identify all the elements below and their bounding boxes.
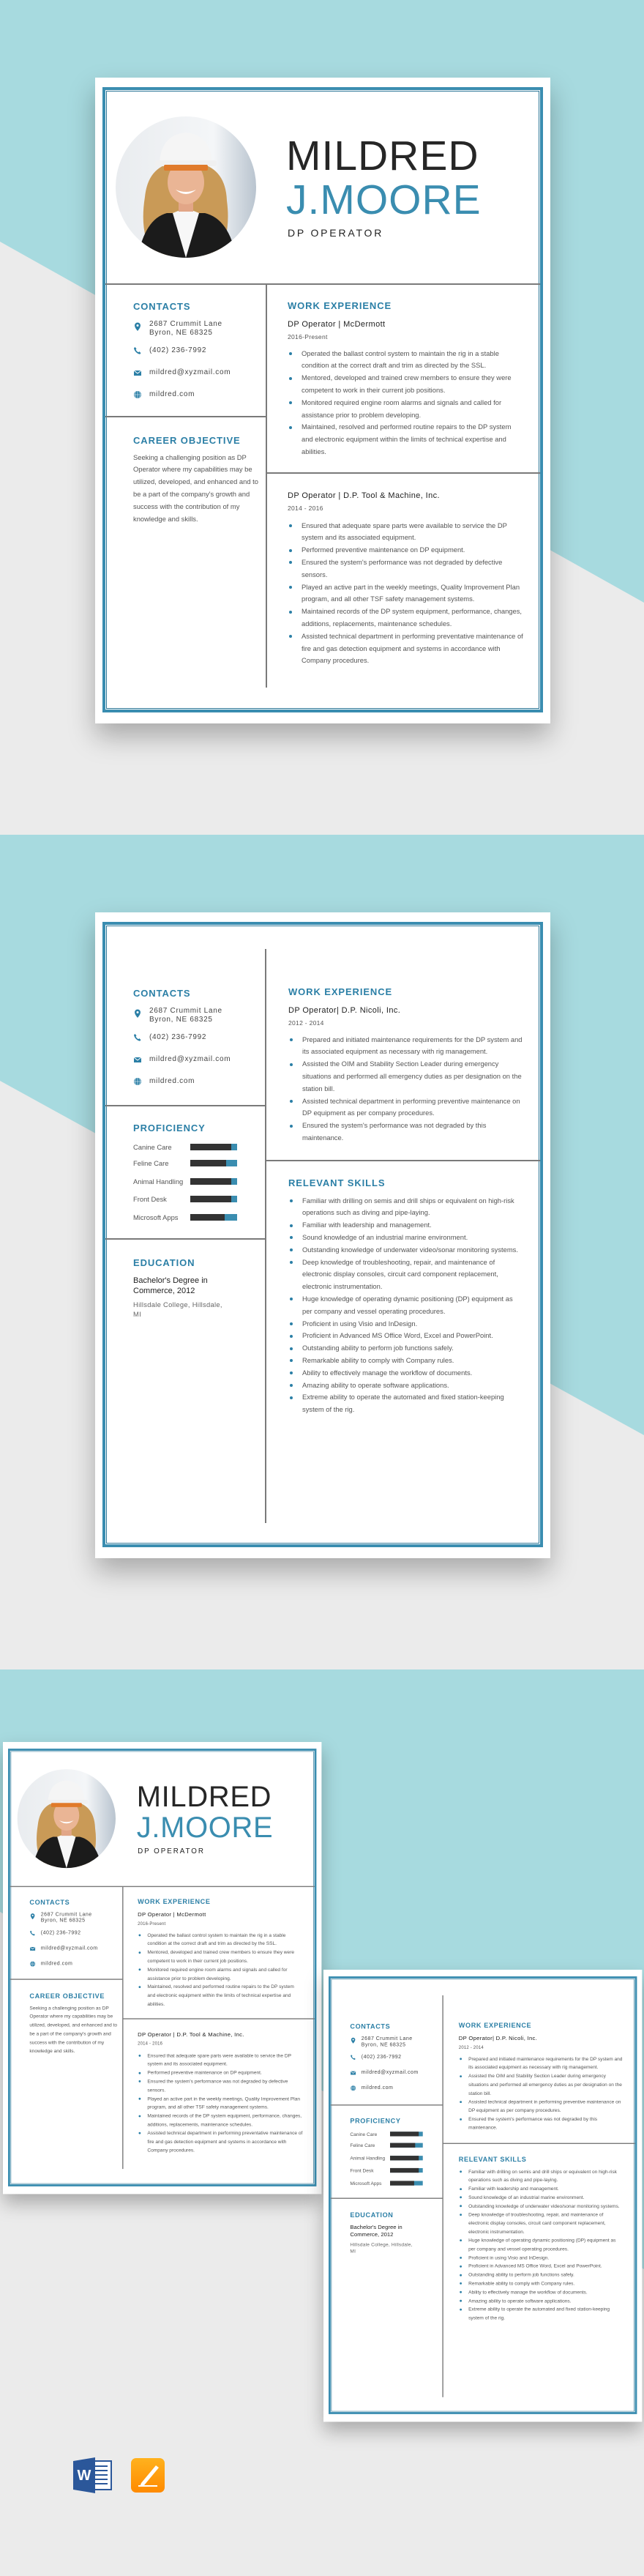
job-entry-title: DP Operator | D.P. Tool & Machine, Inc. xyxy=(138,2031,244,2038)
proficiency-bar-fill xyxy=(190,1196,231,1202)
list-item: Huge knowledge of operating dynamic positioning (DP) equipment as per company and vessel operating procedures. xyxy=(459,2236,624,2254)
globe-icon xyxy=(133,1077,142,1086)
first-name: MILDRED xyxy=(286,133,479,179)
list-item: Maintained records of the DP system equipment, performance, changes, additions, replacements, maintenance schedules. xyxy=(138,2112,302,2129)
last-name: J.MOORE xyxy=(286,176,482,223)
section-heading: WORK EXPERIENCE xyxy=(138,1897,211,1906)
right-section-divider xyxy=(123,2018,315,2019)
proficiency-bar xyxy=(390,2143,423,2148)
envelope-icon xyxy=(29,1946,35,1951)
list-item: Ensured the system's performance was not degraded by this maintenance. xyxy=(288,1120,524,1144)
section-heading: WORK EXPERIENCE xyxy=(458,2021,532,2030)
job-entry-title: DP Operator | McDermott xyxy=(138,1911,206,1918)
list-item: Proficient in Advanced MS Office Word, Excel and PowerPoint. xyxy=(288,1330,524,1342)
right-section-divider xyxy=(443,2143,635,2144)
section-heading: EDUCATION xyxy=(350,2211,394,2219)
proficiency-item xyxy=(350,2167,452,2175)
list-item: Outstanding knowledge of underwater video/sonar monitoring systems. xyxy=(288,1244,524,1257)
left-section-divider xyxy=(331,2198,443,2199)
section-heading: RELEVANT SKILLS xyxy=(288,1177,386,1188)
column-divider xyxy=(266,284,267,688)
list-item: Maintained, resolved and performed routine repairs to the DP system and electronic equipment within the limits of technical expertise and abilities. xyxy=(138,1983,302,2009)
list-item: Ensured the system's performance was not degraded by defective sensors. xyxy=(138,2077,302,2095)
proficiency-item xyxy=(350,2154,452,2162)
section-heading: WORK EXPERIENCE xyxy=(288,986,393,997)
section-heading: CONTACTS xyxy=(350,2022,391,2030)
job-entry-dates: 2012 - 2014 xyxy=(288,1019,324,1027)
list-item: Huge knowledge of operating dynamic positioning (DP) equipment as per company and vessel operating procedures. xyxy=(288,1293,524,1318)
right-section-divider xyxy=(266,472,540,474)
contact-address-text: 2687 Crummit Lane xyxy=(149,1007,222,1015)
proficiency-label: Front Desk xyxy=(350,2167,374,2173)
phone-icon xyxy=(29,1930,35,1936)
proficiency-item xyxy=(350,2130,452,2138)
list-item: Extreme ability to operate the automated and fixed station-keeping system of the rig. xyxy=(459,2305,624,2323)
list-item: Familiar with leadership and management. xyxy=(459,2184,624,2193)
list-item: Proficient in Advanced MS Office Word, Excel and PowerPoint. xyxy=(459,2262,624,2271)
map-pin-icon xyxy=(350,2037,356,2043)
list-item: Assisted technical department in performing preventive maintenance on DP equipment as per company procedures. xyxy=(288,1095,524,1120)
list-item: Amazing ability to operate software applications. xyxy=(288,1380,524,1392)
list-item: Prepared and initiated maintenance requirements for the DP system and its associated equipment as necessary with rig management. xyxy=(459,2055,624,2072)
phone-icon xyxy=(350,2055,356,2061)
proficiency-bar xyxy=(390,2132,423,2136)
list-item: Assisted technical department in performing preventive maintenance on DP equipment as per company procedures. xyxy=(459,2098,624,2115)
proficiency-bar-fill xyxy=(390,2143,415,2148)
list-item: Assisted the OIM and Stability Section Leader during emergency situations and performed all emergency duties as per designation on the station bill. xyxy=(459,2071,624,2097)
proficiency-bar-fill xyxy=(190,1160,226,1166)
list-item: Familiar with drilling on semis and drill ships or equivalent on high-risk operations such as diving and pipe-laying. xyxy=(288,1195,524,1220)
left-section-divider xyxy=(331,2104,443,2105)
contact-email-text[interactable]: mildred@xyzmail.com xyxy=(149,1055,231,1063)
phone-icon xyxy=(133,346,142,355)
resume-page-2 xyxy=(95,912,550,1558)
list-item: Ensured the system's performance was not degraded by this maintenance. xyxy=(459,2115,624,2132)
proficiency-bar-fill xyxy=(390,2132,419,2136)
envelope-icon xyxy=(350,2070,356,2076)
skills-list xyxy=(288,1195,524,1416)
column-divider xyxy=(122,1886,123,2169)
word-letter: W xyxy=(77,2468,91,2484)
contact-website-text[interactable]: mildred.com xyxy=(149,390,195,398)
school: Hillsdale College, Hillsdale, MI xyxy=(133,1300,222,1318)
list-item: Performed preventive maintenance on DP equipment. xyxy=(138,2069,302,2077)
objective-text: Seeking a challenging position as DP Operator where my capabilities may be utilized, developed, and enhanced and to be a part of the company's growth and success with the contribution of my knowledge and skills. xyxy=(133,453,258,523)
list-item: Mentored, developed and trained crew members to ensure they were competent to work in their current job positions. xyxy=(138,1948,302,1966)
list-item: Outstanding ability to perform job functions safely. xyxy=(288,1342,524,1355)
list-item: Mentored, developed and trained crew members to ensure they were competent to work in their current job positions. xyxy=(288,372,523,397)
contact-phone-text: (402) 236-7992 xyxy=(361,2054,402,2061)
proficiency-label: Front Desk xyxy=(133,1195,167,1203)
proficiency-label: Feline Care xyxy=(133,1159,169,1167)
proficiency-bar-fill xyxy=(190,1178,231,1185)
proficiency-item xyxy=(133,1212,280,1224)
list-item: Ensured the system's performance was not degraded by defective sensors. xyxy=(288,556,523,581)
section-heading: PROFICIENCY xyxy=(350,2116,401,2125)
list-item: Deep knowledge of troubleshooting, repair, and maintenance of electronic display consoles, circuit card component replacement, electronic instrumentation. xyxy=(288,1257,524,1293)
proficiency-label: Microsoft Apps xyxy=(133,1213,179,1221)
envelope-icon xyxy=(133,368,142,377)
job-entry-title: DP Operator| D.P. Nicoli, Inc. xyxy=(458,2035,538,2041)
list-item: Monitored required engine room alarms and signals and called for assistance prior to problem developing. xyxy=(138,1965,302,1983)
list-item: Proficient in using Visio and InDesign. xyxy=(459,2253,624,2262)
proficiency-bar xyxy=(190,1178,237,1185)
map-pin-icon xyxy=(133,1009,142,1018)
section-heading: CONTACTS xyxy=(133,988,191,999)
proficiency-label: Animal Handling xyxy=(350,2155,386,2162)
contact-website-text[interactable]: mildred.com xyxy=(149,1077,195,1085)
job-bullets xyxy=(288,520,523,668)
list-item: Proficient in using Visio and InDesign. xyxy=(288,1318,524,1330)
job-entry-dates: 2014 - 2016 xyxy=(138,2041,163,2047)
section-heading: PROFICIENCY xyxy=(133,1123,206,1133)
contact-phone-text: (402) 236-7992 xyxy=(149,1033,207,1041)
degree: Bachelor's Degree in Commerce, 2012 xyxy=(133,1276,208,1295)
left-section-divider xyxy=(105,1105,266,1106)
proficiency-bar-fill xyxy=(190,1144,231,1150)
list-item: Remarkable ability to comply with Company rules. xyxy=(459,2279,624,2288)
globe-icon xyxy=(133,390,142,399)
list-item: Extreme ability to operate the automated and fixed station-keeping system of the rig. xyxy=(288,1391,524,1416)
section-heading: CAREER OBJECTIVE xyxy=(29,1992,105,2000)
job-bullets xyxy=(288,1034,524,1144)
contact-address-text: Byron, NE 68325 xyxy=(40,1918,86,1924)
proficiency-label: Canine Care xyxy=(350,2131,378,2137)
job-entry-dates: 2012 - 2014 xyxy=(458,2044,484,2050)
job-bullets xyxy=(459,2055,624,2132)
contact-email-text[interactable]: mildred@xyzmail.com xyxy=(40,1945,98,1951)
list-item: Remarkable ability to comply with Company rules. xyxy=(288,1355,524,1367)
envelope-icon xyxy=(133,1055,142,1064)
job-title: DP OPERATOR xyxy=(288,227,384,239)
profile-photo xyxy=(116,116,256,258)
job-bullets xyxy=(138,1931,302,2009)
list-item: Ensured that adequate spare parts were available to service the DP system and its associated equipment. xyxy=(288,520,523,545)
list-item: Assisted the OIM and Stability Section Leader during emergency situations and performed all emergency duties as per designation on the station bill. xyxy=(288,1058,524,1095)
job-entry-dates: 2016-Present xyxy=(138,1921,166,1927)
job-title: DP OPERATOR xyxy=(138,1846,205,1855)
list-item: Outstanding ability to perform job functions safely. xyxy=(459,2271,624,2279)
list-item: Sound knowledge of an industrial marine environment. xyxy=(459,2193,624,2202)
list-item: Outstanding knowledge of underwater video/sonar monitoring systems. xyxy=(459,2202,624,2211)
proficiency-item xyxy=(133,1158,280,1169)
section-heading: EDUCATION xyxy=(133,1257,195,1268)
proficiency-label: Animal Handling xyxy=(133,1177,184,1185)
header-divider xyxy=(105,283,540,285)
proficiency-item xyxy=(350,2179,452,2187)
list-item: Operated the ballast control system to maintain the rig in a stable condition at the correct draft and trim as directed by the SSL. xyxy=(138,1931,302,1948)
list-item: Ability to effectively manage the workflow of documents. xyxy=(288,1367,524,1380)
globe-icon xyxy=(29,1961,35,1967)
proficiency-item xyxy=(133,1142,280,1153)
list-item: Maintained, resolved and performed routine repairs to the DP system and electronic equipment within the limits of technical expertise and abilities. xyxy=(288,421,523,458)
proficiency-item xyxy=(133,1176,280,1188)
job-entry-title: DP Operator| D.P. Nicoli, Inc. xyxy=(288,1006,401,1015)
proficiency-bar-fill xyxy=(390,2181,414,2185)
resume-page-1 xyxy=(95,78,550,723)
contact-address-text: Byron, NE 68325 xyxy=(361,2041,406,2048)
list-item: Played an active part in the weekly meetings, Quality Improvement Plan program, and all other TSF safety management systems. xyxy=(138,2094,302,2112)
section-heading: CAREER OBJECTIVE xyxy=(133,435,241,446)
proficiency-bar xyxy=(190,1144,237,1150)
list-item: Familiar with drilling on semis and drill ships or equivalent on high-risk operations such as diving and pipe-laying. xyxy=(459,2167,624,2185)
contact-address-text: 2687 Crummit Lane xyxy=(361,2036,413,2041)
job-bullets xyxy=(288,348,523,458)
column-divider xyxy=(442,1995,443,2397)
proficiency-label: Feline Care xyxy=(350,2142,375,2148)
list-item: Played an active part in the weekly meetings, Quality Improvement Plan program, and all other TSF safety management systems. xyxy=(288,581,523,606)
ms-word-icon[interactable] xyxy=(73,2457,112,2493)
list-item: Monitored required engine room alarms and signals and called for assistance prior to problem developing. xyxy=(288,397,523,422)
proficiency-bar-fill xyxy=(390,2168,419,2173)
proficiency-bar-fill xyxy=(390,2156,419,2160)
job-entry-title: DP Operator | D.P. Tool & Machine, Inc. xyxy=(288,491,440,500)
contact-email-text[interactable]: mildred@xyzmail.com xyxy=(149,368,231,376)
resume-page-1 xyxy=(3,1742,321,2194)
left-section-divider xyxy=(105,1238,266,1240)
map-pin-icon xyxy=(133,322,142,331)
section-heading: CONTACTS xyxy=(29,1898,70,1906)
proficiency-bar xyxy=(390,2168,423,2173)
right-section-divider xyxy=(266,1160,540,1161)
proficiency-label: Microsoft Apps xyxy=(350,2180,382,2186)
proficiency-item xyxy=(133,1194,280,1205)
column-divider xyxy=(265,949,266,1523)
list-item: Maintained records of the DP system equipment, performance, changes, additions, replacements, maintenance schedules. xyxy=(288,606,523,630)
contact-address-text: Byron, NE 68325 xyxy=(149,329,213,337)
proficiency-bar xyxy=(190,1196,237,1202)
list-item: Ability to effectively manage the workflow of documents. xyxy=(459,2288,624,2297)
phone-icon xyxy=(133,1033,142,1042)
globe-icon xyxy=(350,2085,356,2091)
proficiency-item xyxy=(350,2142,452,2150)
job-entry-dates: 2014 - 2016 xyxy=(288,505,323,512)
contact-address-text: 2687 Crummit Lane xyxy=(40,1911,92,1918)
contact-email-text[interactable]: mildred@xyzmail.com xyxy=(361,2069,419,2076)
left-section-divider xyxy=(10,1978,123,1979)
degree: Bachelor's Degree in Commerce, 2012 xyxy=(350,2224,402,2238)
job-entry-title: DP Operator | McDermott xyxy=(288,320,386,329)
list-item: Operated the ballast control system to maintain the rig in a stable condition at the correct draft and trim as directed by the SSL. xyxy=(288,348,523,373)
objective-text: Seeking a challenging position as DP Operator where my capabilities may be utilized, developed, and enhanced and to be a part of the company's growth and success with the contribution of my knowledge and skills. xyxy=(29,2004,118,2054)
proficiency-bar xyxy=(190,1160,237,1166)
proficiency-bar-fill xyxy=(190,1214,225,1221)
contact-phone-text: (402) 236-7992 xyxy=(40,1929,81,1936)
list-item: Prepared and initiated maintenance requirements for the DP system and its associated equipment as necessary with rig management. xyxy=(288,1034,524,1059)
list-item: Assisted technical department in performing preventative maintenance of fire and gas detection equipment and systems in accordance with Company procedures. xyxy=(288,630,523,667)
proficiency-bar xyxy=(390,2181,423,2185)
list-item: Sound knowledge of an industrial marine environment. xyxy=(288,1232,524,1244)
section-heading: WORK EXPERIENCE xyxy=(288,300,392,311)
list-item: Familiar with leadership and management. xyxy=(288,1219,524,1232)
contact-address-text: 2687 Crummit Lane xyxy=(149,320,222,328)
contact-phone-text: (402) 236-7992 xyxy=(149,346,207,354)
job-bullets xyxy=(138,2052,302,2155)
contact-website-text[interactable]: mildred.com xyxy=(40,1960,73,1967)
apple-pages-icon[interactable] xyxy=(131,2458,165,2493)
section-heading: RELEVANT SKILLS xyxy=(458,2155,527,2163)
resume-page-2 xyxy=(323,1970,642,2421)
header-divider xyxy=(10,1886,315,1887)
profile-photo xyxy=(18,1769,116,1868)
proficiency-label: Canine Care xyxy=(133,1143,172,1151)
first-name: MILDRED xyxy=(136,1780,272,1814)
proficiency-bar xyxy=(190,1214,237,1221)
contact-address-text: Byron, NE 68325 xyxy=(149,1016,213,1024)
list-item: Assisted technical department in performing preventative maintenance of fire and gas detection equipment and systems in accordance with Company procedures. xyxy=(138,2129,302,2154)
left-section-divider xyxy=(105,416,266,417)
list-item: Ensured that adequate spare parts were available to service the DP system and its associated equipment. xyxy=(138,2052,302,2069)
proficiency-bar xyxy=(390,2156,423,2160)
section-heading: CONTACTS xyxy=(133,301,191,312)
list-item: Performed preventive maintenance on DP equipment. xyxy=(288,544,523,556)
job-entry-dates: 2016-Present xyxy=(288,333,328,340)
skills-list xyxy=(459,2167,624,2323)
school: Hillsdale College, Hillsdale, MI xyxy=(350,2241,413,2254)
last-name: J.MOORE xyxy=(136,1811,274,1844)
contact-website-text[interactable]: mildred.com xyxy=(361,2085,394,2091)
map-pin-icon xyxy=(29,1913,35,1919)
list-item: Deep knowledge of troubleshooting, repair, and maintenance of electronic display consoles, circuit card component replacement, electronic instrumentation. xyxy=(459,2211,624,2236)
list-item: Amazing ability to operate software applications. xyxy=(459,2296,624,2305)
